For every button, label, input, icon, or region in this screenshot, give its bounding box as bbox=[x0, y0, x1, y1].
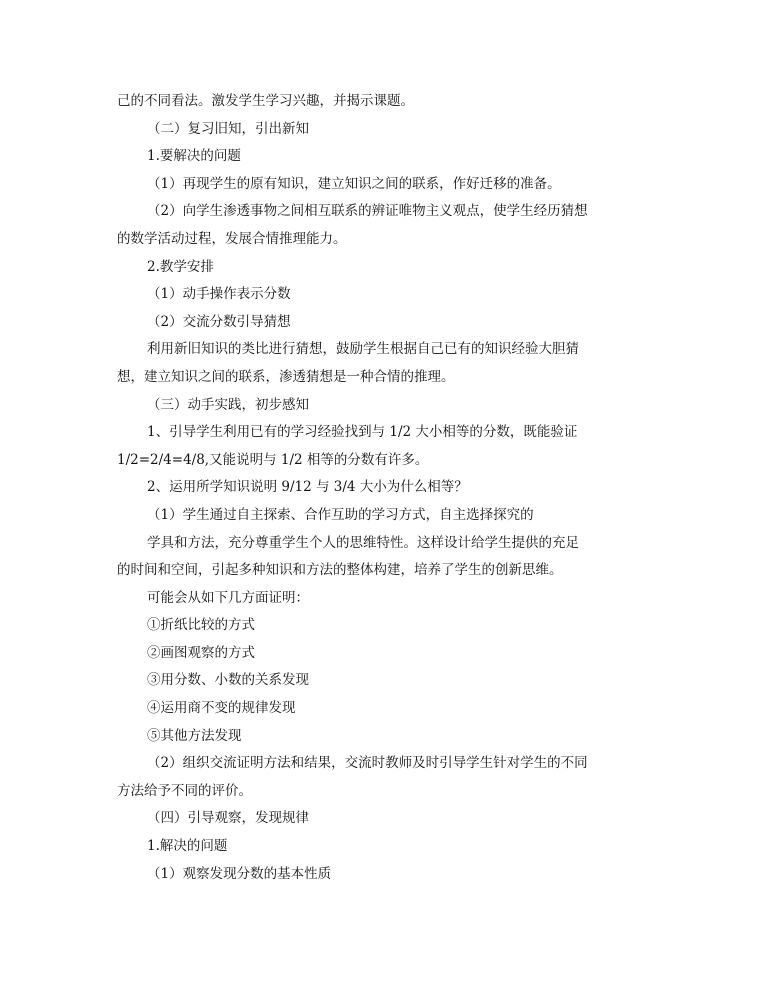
text-line: 2.教学安排 bbox=[147, 258, 214, 275]
text-line: 1.要解决的问题 bbox=[147, 148, 241, 165]
text-line: （2）组织交流证明方法和结果，交流时教师及时引导学生针对学生的不同 bbox=[147, 755, 588, 772]
text-line: 1.解决的问题 bbox=[147, 838, 228, 855]
text-line: （四）引导观察，发现规律 bbox=[147, 810, 309, 827]
text-line: 可能会从如下几方面证明： bbox=[147, 589, 309, 606]
document-page bbox=[117, 88, 657, 888]
text-line: （2）向学生渗透事物之间相互联系的辨证唯物主义观点，使学生经历猜想 bbox=[147, 203, 588, 220]
text-line: （三）动手实践，初步感知 bbox=[147, 396, 309, 413]
text-line: 想，建立知识之间的联系，渗透猜想是一种合情的推理。 bbox=[117, 368, 455, 385]
text-line: 方法给予不同的评价。 bbox=[117, 782, 252, 799]
text-line: 的时间和空间，引起多种知识和方法的整体构建，培养了学生的创新思维。 bbox=[117, 562, 563, 579]
text-line: 学具和方法，充分尊重学生个人的思维特性。这样设计给学生提供的充足 bbox=[147, 534, 579, 551]
text-line: 1、引导学生利用已有的学习经验找到与 1/2 大小相等的分数，既能验证 bbox=[147, 424, 578, 441]
text-line: 1/2=2/4=4/8,又能说明与 1/2 相等的分数有许多。 bbox=[117, 451, 429, 468]
text-line: ④运用商不变的规律发现 bbox=[147, 700, 296, 717]
text-line: ①折纸比较的方式 bbox=[147, 617, 255, 634]
text-line: （1）动手操作表示分数 bbox=[147, 286, 291, 303]
text-line: （2）交流分数引导猜想 bbox=[147, 313, 291, 330]
text-line: ②画图观察的方式 bbox=[147, 644, 255, 661]
text-line: （1）学生通过自主探索、合作互助的学习方式，自主选择探究的 bbox=[147, 506, 534, 523]
text-line: （1）观察发现分数的基本性质 bbox=[147, 865, 332, 882]
text-line: 己的不同看法。激发学生学习兴趣，并揭示课题。 bbox=[117, 93, 414, 109]
text-line: （二）复习旧知，引出新知 bbox=[147, 120, 309, 137]
text-line: ⑤其他方法发现 bbox=[147, 727, 242, 744]
text-line: 2、运用所学知识说明 9/12 与 3/4 大小为什么相等？ bbox=[147, 479, 468, 496]
text-line: 利用新旧知识的类比进行猜想，鼓励学生根据自己已有的知识经验大胆猜 bbox=[147, 341, 579, 358]
text-line: ③用分数、小数的关系发现 bbox=[147, 672, 309, 689]
text-line: 的数学活动过程，发展合情推理能力。 bbox=[117, 230, 347, 247]
text-line: （1）再现学生的原有知识，建立知识之间的联系，作好迁移的准备。 bbox=[147, 175, 561, 192]
